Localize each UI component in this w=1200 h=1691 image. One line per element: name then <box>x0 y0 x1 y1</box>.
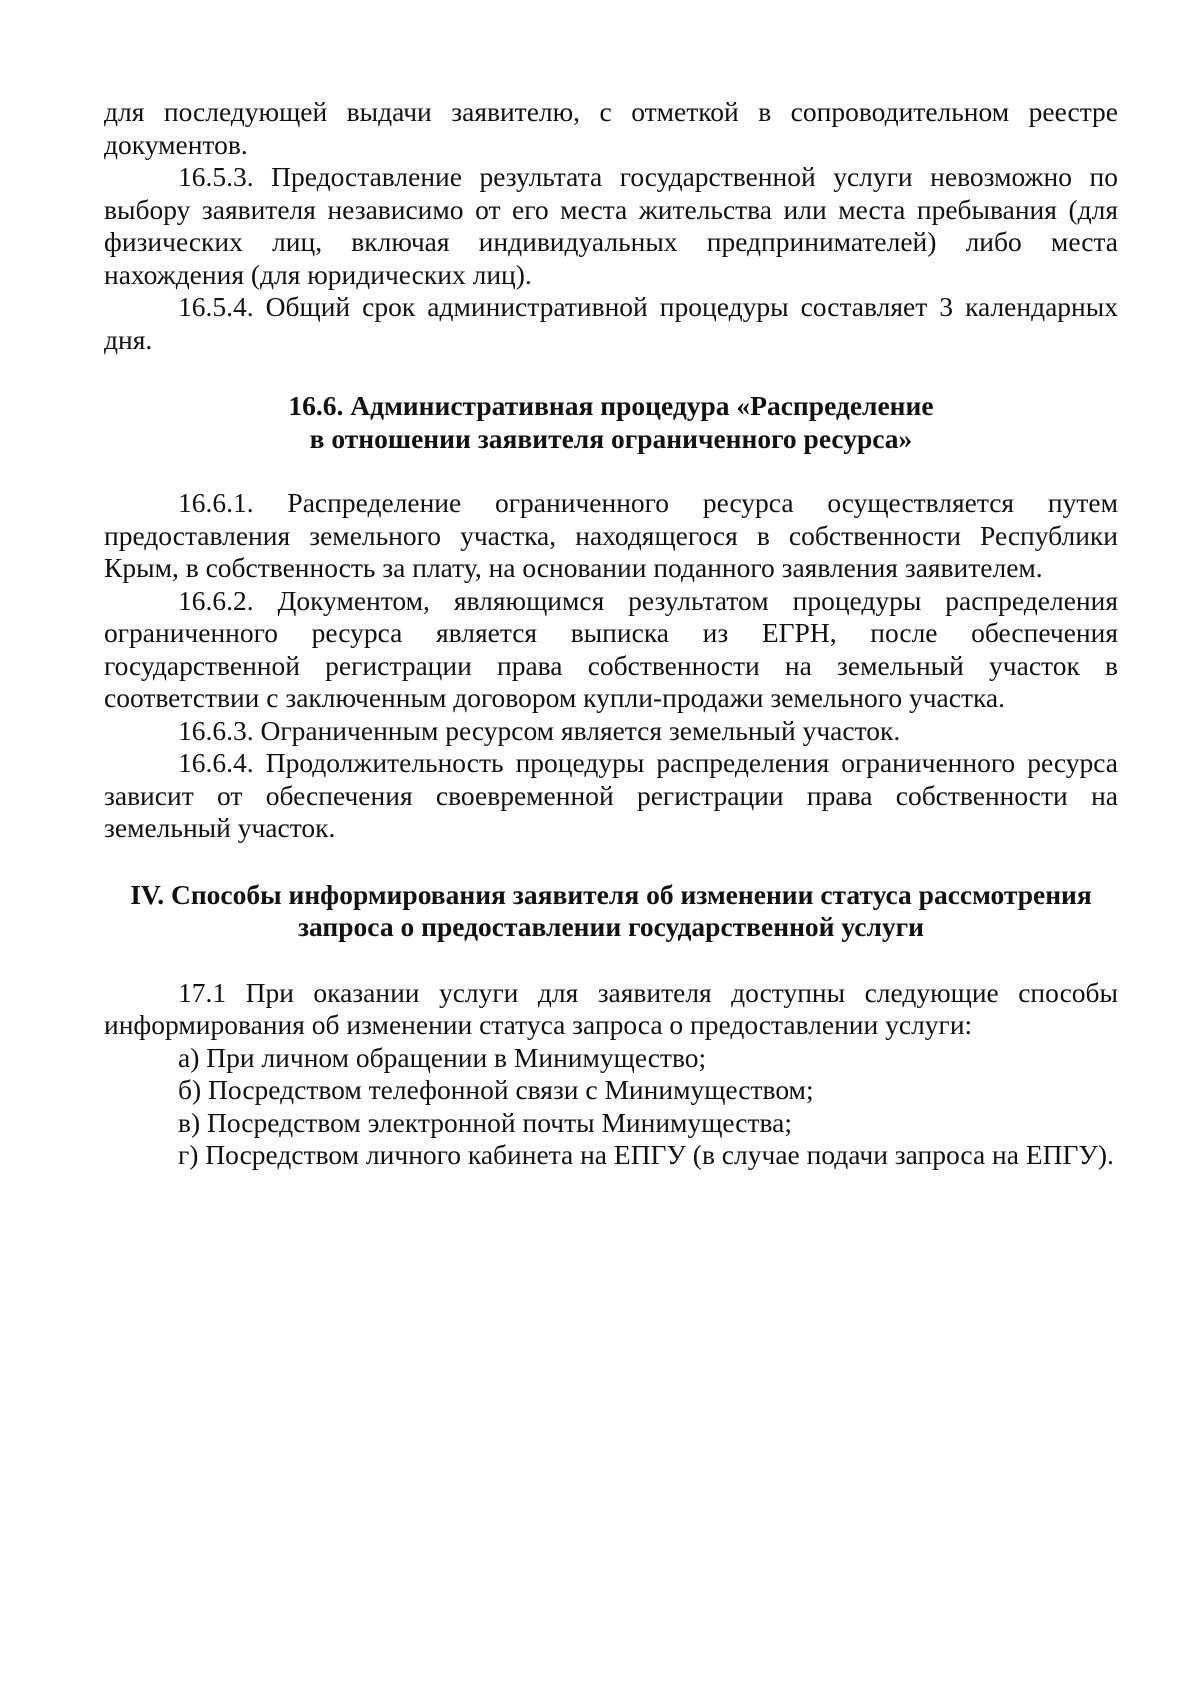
section-heading-16-6 <box>104 390 1118 455</box>
spacer <box>104 845 1118 879</box>
list-item-a: а) При личном обращении в Минимущество; <box>178 1041 707 1073</box>
section-heading-16-6-line2: в отношении заявителя ограниченного ресурса» <box>309 422 913 454</box>
section-heading-16-6-line1: 16.6. Административная процедура «Распределение <box>288 390 934 421</box>
spacer <box>104 455 1118 487</box>
spacer <box>104 356 1118 390</box>
list-item-b: б) Посредством телефонной связи с Минимуществом; <box>178 1074 814 1105</box>
list-item-g: г) Посредством личного кабинета на ЕПГУ (в случае подачи запроса на ЕПГУ). <box>178 1139 1114 1170</box>
spacer <box>104 944 1118 977</box>
paragraph-16-6-3: 16.6.3. Ограниченным ресурсом является земельный участок. <box>178 714 901 746</box>
document-body <box>104 96 1118 1172</box>
paragraph-16-5-4: 16.5.4. Общий срок административной процедуры составляет 3 календарных дня. <box>104 291 1118 355</box>
section-heading-iv <box>104 879 1118 944</box>
section-heading-iv-line1: IV. Способы информирования заявителя об изменении статуса рассмотрения <box>130 878 1092 910</box>
paragraph-16-6-2: 16.6.2. Документом, являющимся результатом процедуры распределения ограниченного ресурса является выписка из ЕГРН, после обеспечения государственной регистрации права собственности на земельный участок в соответствии с заключенным договором купли-продажи земельного участка. <box>104 584 1118 713</box>
section-heading-iv-line2: запроса о предоставлении государственной услуги <box>297 911 924 942</box>
list-item-v: в) Посредством электронной почты Минимущества; <box>178 1106 792 1138</box>
paragraph-16-6-1: 16.6.1. Распределение ограниченного ресурса осуществляется путем предоставления земельного участка, находящегося в собственности Республики Крым, в собственность за плату, на основании поданного заявления заявителем. <box>104 487 1118 583</box>
paragraph-17-1: 17.1 При оказании услуги для заявителя доступны следующие способы информирования об изменении статуса запроса о предоставлении услуги: <box>104 976 1118 1040</box>
paragraph-16-6-4: 16.6.4. Продолжительность процедуры распределения ограниченного ресурса зависит от обеспечения своевременной регистрации права собственности на земельный участок. <box>104 747 1118 843</box>
paragraph-continuation: для последующей выдачи заявителю, с отметкой в сопроводительном реестре документов. <box>104 96 1118 160</box>
paragraph-16-5-3: 16.5.3. Предоставление результата государственной услуги невозможно по выбору заявителя независимо от его места жительства или места пребывания (для физических лиц, включая индивидуальных предпринимателей) либо места нахождения (для юридических лиц). <box>104 161 1118 290</box>
